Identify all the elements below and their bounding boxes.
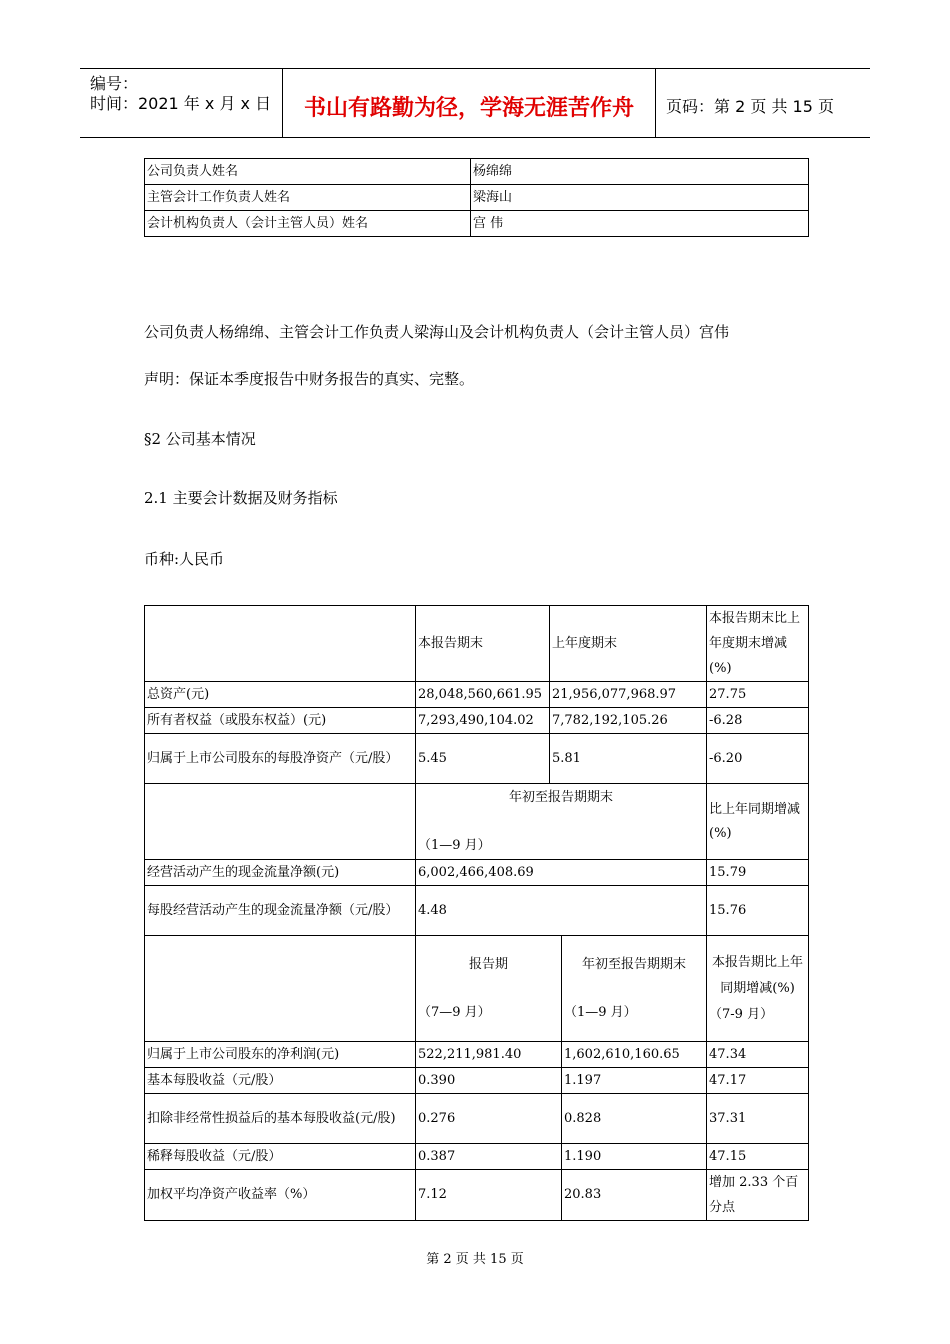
table-row	[145, 1042, 809, 1068]
cell-value: -6.28	[707, 708, 809, 734]
cell-value: 增加 2.33 个百分点	[707, 1170, 809, 1221]
cell-value: 7.12	[416, 1170, 562, 1221]
table-row	[145, 1144, 809, 1170]
cell-value: 5.45	[416, 734, 550, 784]
row-label: 基本每股收益（元/股）	[145, 1068, 416, 1094]
cell-value: 47.15	[707, 1144, 809, 1170]
cell-value: 7,782,192,105.26	[550, 708, 707, 734]
column-header-title: 年初至报告期期末	[509, 789, 614, 805]
row-label: 所有者权益（或股东权益）(元)	[145, 708, 416, 734]
column-header: 本报告期末比上年度期末增减(%)	[707, 606, 809, 682]
statement-line-1: 公司负责人杨绵绵、主管会计工作负责人梁海山及会计机构负责人（会计主管人员）宫伟	[144, 323, 730, 341]
cell-value: 0.828	[562, 1094, 707, 1144]
column-header	[416, 936, 562, 1042]
table-header-row	[145, 784, 809, 860]
table-row	[145, 886, 809, 936]
cell-value: 0.387	[416, 1144, 562, 1170]
column-header: 本报告期末	[416, 606, 550, 682]
officer-label: 公司负责人姓名	[145, 159, 471, 185]
header-motto-cell	[283, 69, 656, 137]
row-label: 总资产(元)	[145, 682, 416, 708]
officer-label: 主管会计工作负责人姓名	[145, 185, 471, 211]
table-row	[145, 159, 809, 185]
header-blank-cell	[145, 606, 416, 682]
column-header: 上年度期末	[550, 606, 707, 682]
cell-value: 6,002,466,408.69	[416, 860, 707, 886]
officer-value: 梁海山	[471, 185, 809, 211]
column-header	[707, 936, 809, 1042]
header-motto: 书山有路勤为径，学海无涯苦作舟	[303, 96, 634, 121]
column-header-period: （7-9 月）	[709, 1006, 774, 1022]
cell-value: 15.79	[707, 860, 809, 886]
page-header	[80, 68, 870, 138]
cell-value: 1.190	[562, 1144, 707, 1170]
cell-value: 522,211,981.40	[416, 1042, 562, 1068]
cell-value: 47.34	[707, 1042, 809, 1068]
currency-note: 币种:人民币	[144, 550, 225, 568]
table-row	[145, 211, 809, 237]
document-date: 时间：2021 年 x 月 x 日	[90, 94, 272, 113]
cell-value: 21,956,077,968.97	[550, 682, 707, 708]
row-label: 归属于上市公司股东的净利润(元)	[145, 1042, 416, 1068]
cell-value: -6.20	[707, 734, 809, 784]
financial-indicators-table	[144, 605, 809, 1221]
table-header-row	[145, 936, 809, 1042]
table-row	[145, 1170, 809, 1221]
table-header-row	[145, 606, 809, 682]
cell-value: 1.197	[562, 1068, 707, 1094]
cell-value: 28,048,560,661.95	[416, 682, 550, 708]
header-page-cell	[656, 69, 870, 137]
column-header-period: （1—9 月）	[564, 1004, 637, 1020]
cell-value: 0.390	[416, 1068, 562, 1094]
table-row	[145, 734, 809, 784]
row-label: 扣除非经常性损益后的基本每股收益(元/股)	[145, 1094, 416, 1144]
column-header	[416, 784, 707, 860]
column-header-title: 本报告期比上年同期增减(%)	[712, 954, 804, 996]
column-header	[562, 936, 707, 1042]
header-page-number: 页码：第 2 页 共 15 页	[666, 97, 834, 116]
column-header-title: 报告期	[468, 956, 508, 972]
officer-value: 宫 伟	[471, 211, 809, 237]
row-label: 稀释每股收益（元/股）	[145, 1144, 416, 1170]
officer-value: 杨绵绵	[471, 159, 809, 185]
column-header: 比上年同期增减(%)	[707, 784, 809, 860]
cell-value: 0.276	[416, 1094, 562, 1144]
cell-value: 15.76	[707, 886, 809, 936]
table-row	[145, 860, 809, 886]
table-row	[145, 1068, 809, 1094]
table-row	[145, 708, 809, 734]
cell-value: 4.48	[416, 886, 707, 936]
row-label: 加权平均净资产收益率（%）	[145, 1170, 416, 1221]
officers-table	[144, 158, 809, 237]
subsection-title: 2.1 主要会计数据及财务指标	[144, 489, 338, 507]
header-blank-cell	[145, 936, 416, 1042]
cell-value: 37.31	[707, 1094, 809, 1144]
cell-value: 47.17	[707, 1068, 809, 1094]
cell-value: 1,602,610,160.65	[562, 1042, 707, 1068]
header-info-cell	[80, 69, 283, 137]
cell-value: 27.75	[707, 682, 809, 708]
statement-line-2: 声明：保证本季度报告中财务报告的真实、完整。	[144, 370, 475, 388]
row-label: 每股经营活动产生的现金流量净额（元/股）	[145, 886, 416, 936]
cell-value: 7,293,490,104.02	[416, 708, 550, 734]
page-footer: 第 2 页 共 15 页	[426, 1252, 524, 1267]
column-header-period: （7—9 月）	[418, 1004, 491, 1020]
document-number: 编号：	[90, 74, 139, 93]
column-header-period: （1—9 月）	[418, 837, 491, 853]
section-title: §2 公司基本情况	[144, 430, 256, 448]
header-blank-cell	[145, 784, 416, 860]
column-header-title: 年初至报告期期末	[582, 956, 687, 972]
table-row	[145, 682, 809, 708]
officer-label: 会计机构负责人（会计主管人员）姓名	[145, 211, 471, 237]
row-label: 归属于上市公司股东的每股净资产（元/股）	[145, 734, 416, 784]
table-row	[145, 185, 809, 211]
cell-value: 20.83	[562, 1170, 707, 1221]
cell-value: 5.81	[550, 734, 707, 784]
table-row	[145, 1094, 809, 1144]
row-label: 经营活动产生的现金流量净额(元)	[145, 860, 416, 886]
